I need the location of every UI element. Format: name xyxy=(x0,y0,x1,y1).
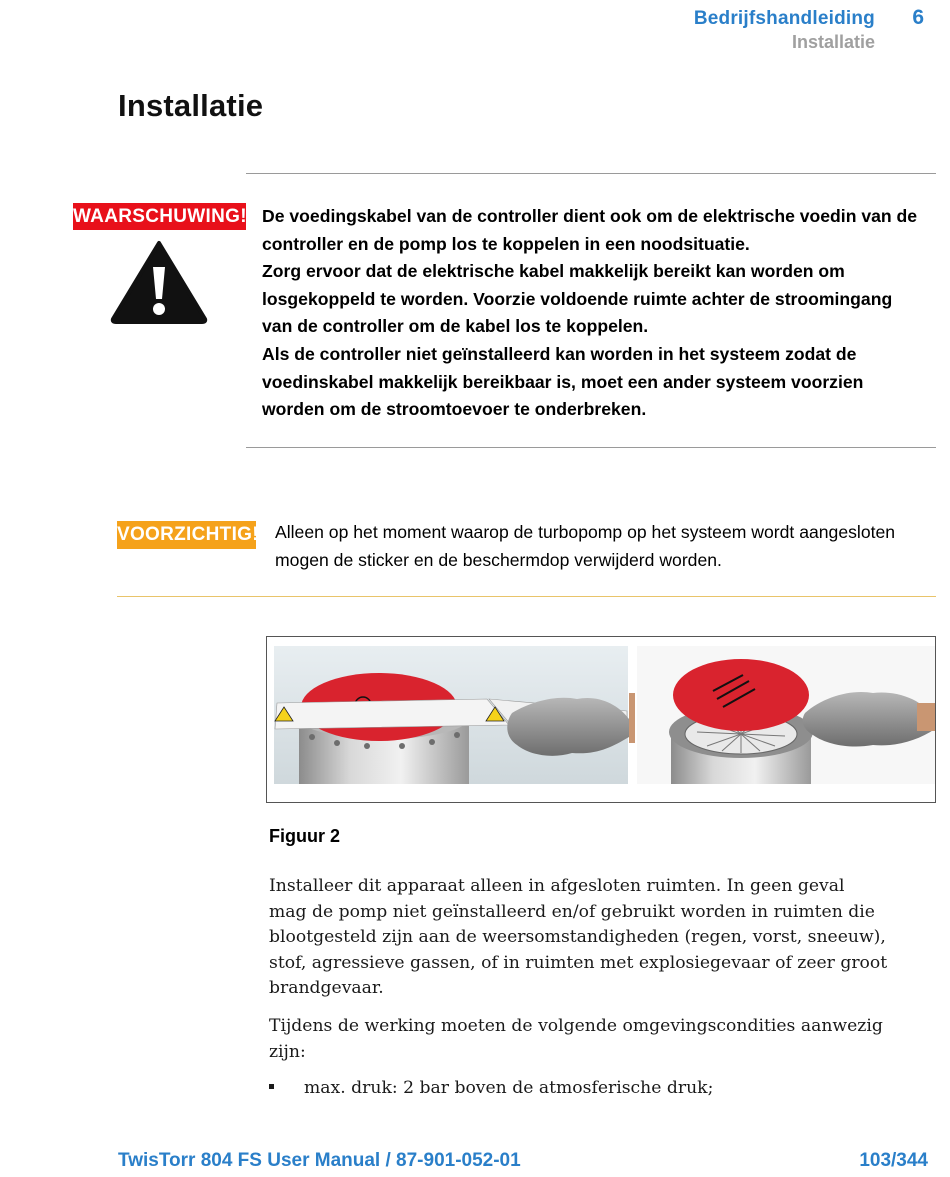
bullet-text: max. druk: 2 bar boven de atmosferische druk; xyxy=(304,1078,714,1098)
body-line: zijn: xyxy=(269,1041,306,1062)
warning-line: De voedingskabel van de controller dient ook om de elektrische voedin van de xyxy=(262,206,918,226)
body-line: mag de pomp niet geïnstalleerd en/of gebruikt worden in ruimten die xyxy=(269,901,875,922)
warning-top-rule xyxy=(246,173,936,174)
warning-line: Zorg ervoor dat de elektrische kabel makkelijk bereikt kan worden om xyxy=(262,261,845,282)
body-paragraph-2 xyxy=(269,1014,939,1065)
warning-badge: WAARSCHUWING! xyxy=(73,203,246,230)
body-paragraph-1 xyxy=(269,874,939,1002)
bullet-marker xyxy=(269,1084,274,1089)
body-line: blootgesteld zijn aan de weersomstandigheden (regen, vorst, sneeuw), xyxy=(269,927,886,948)
warning-line: losgekoppeld te worden. Voorzie voldoende ruimte achter de stroomingang xyxy=(262,288,893,309)
warning-text xyxy=(262,203,942,424)
warning-line: Als de controller niet geïnstalleerd kan worden in het systeem zodat de xyxy=(262,343,857,364)
header-subsection: Installatie xyxy=(791,32,875,52)
header-section-title: Bedrijfshandleiding xyxy=(693,8,875,29)
warning-line: controller en de pomp los te koppelen in een noodsituatie. xyxy=(262,233,750,254)
page-title: Installatie xyxy=(118,88,264,123)
body-line: Installeer dit apparaat alleen in afgesloten ruimten. In geen geval xyxy=(269,876,845,896)
body-line: stof, agressieve gassen, of in ruimten met explosiegevaar of zeer groot xyxy=(269,952,888,973)
footer-manual-title: TwisTorr 804 FS User Manual / 87-901-052-01 xyxy=(118,1150,521,1171)
caution-line: Alleen op het moment waarop de turbopomp op het systeem wordt aangesloten xyxy=(275,522,896,542)
warning-line: voedinskabel makkelijk bereikbaar is, moet een ander systeem voorzien xyxy=(262,371,864,392)
warning-line: worden om de stroomtoevoer te onderbreken. xyxy=(262,399,647,420)
header-chapter-number: 6 xyxy=(912,6,924,29)
caution-text xyxy=(275,519,945,574)
figure-caption: Figuur 2 xyxy=(269,826,340,846)
body-line: brandgevaar. xyxy=(269,978,384,999)
caution-badge: VOORZICHTIG! xyxy=(117,521,256,549)
body-line: Tijdens de werking moeten de volgende omgevingscondities aanwezig xyxy=(269,1016,883,1036)
footer-page-number: 103/344 xyxy=(859,1150,928,1171)
caution-bottom-rule xyxy=(117,596,936,597)
warning-line: van de controller om de kabel los te koppelen. xyxy=(262,316,649,337)
warning-triangle-icon xyxy=(109,239,209,325)
warning-bottom-rule xyxy=(246,447,936,448)
figure-2-image xyxy=(266,636,936,803)
caution-line: mogen de sticker en de beschermdop verwijderd worden. xyxy=(275,549,722,570)
